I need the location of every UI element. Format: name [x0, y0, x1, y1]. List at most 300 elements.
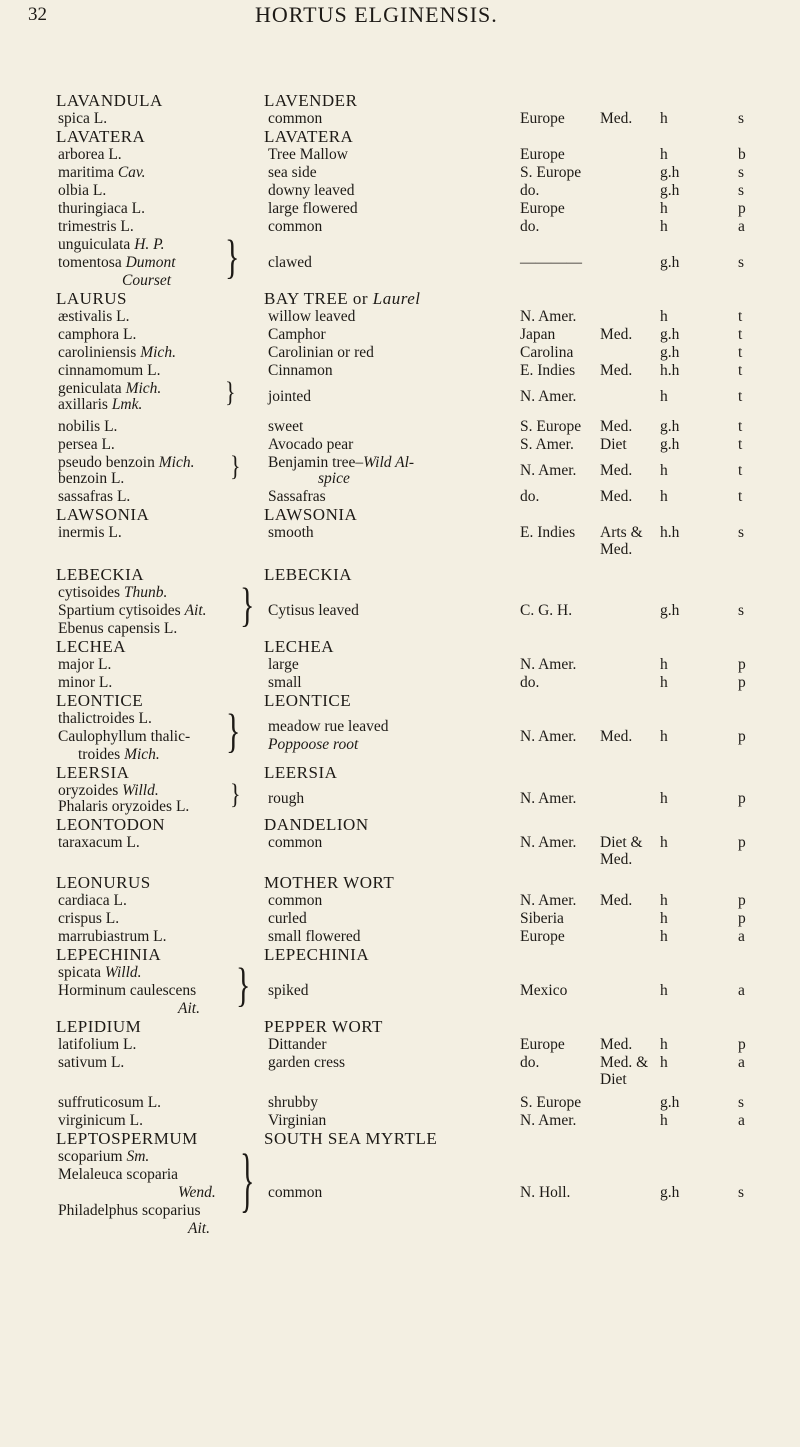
- name-text: camphora L.: [58, 326, 137, 343]
- botanical-name: [58, 308, 129, 325]
- native-country: Europe: [520, 110, 565, 127]
- authority-text: Courset: [122, 272, 172, 289]
- running-title: HORTUS ELGINENSIS.: [255, 2, 498, 27]
- native-country: N. Amer.: [520, 1112, 577, 1129]
- genus-name: [56, 764, 129, 781]
- duration-code: t: [738, 344, 743, 361]
- duration-code: s: [738, 602, 745, 619]
- botanical-name: [58, 910, 119, 927]
- english-text: MOTHER WORT: [264, 873, 395, 892]
- english-genus-name: [264, 946, 369, 963]
- name-text: minor L.: [58, 674, 113, 691]
- genus-name: [56, 128, 145, 145]
- name-text: virginicum L.: [58, 1112, 143, 1129]
- habitat-code: h.h: [660, 362, 680, 379]
- native-country: S. Europe: [520, 418, 582, 435]
- habitat-code: h: [660, 910, 668, 927]
- botanical-name: [58, 146, 122, 163]
- name-text: cinnamomum L.: [58, 362, 161, 379]
- name-text: benzoin L.: [58, 470, 125, 487]
- genus-name: [56, 1130, 198, 1147]
- english-genus-name: [264, 566, 352, 583]
- duration-code: t: [738, 488, 743, 505]
- use: Diet: [600, 1071, 627, 1088]
- duration-code: s: [738, 110, 745, 127]
- english-genus-name: [264, 692, 351, 709]
- name-text: LAVANDULA: [56, 91, 163, 110]
- botanical-name: [178, 1000, 200, 1017]
- botanical-name: [58, 396, 142, 413]
- use: Med.: [600, 418, 633, 435]
- native-country: N. Amer.: [520, 728, 577, 745]
- habitat-code: h: [660, 308, 668, 325]
- botanical-name: [58, 326, 136, 343]
- name-text: LEPECHINIA: [56, 945, 162, 964]
- english-text: Benjamin tree–: [268, 454, 364, 471]
- genus-name: [56, 692, 143, 709]
- english-name: [268, 110, 322, 127]
- native-country: Europe: [520, 200, 565, 217]
- habitat-code: g.h: [660, 1184, 680, 1201]
- native-country: S. Europe: [520, 1094, 582, 1111]
- botanical-name: [58, 892, 127, 909]
- name-text: oryzoides: [58, 782, 123, 799]
- english-text: jointed: [268, 388, 312, 405]
- name-text: geniculata: [58, 380, 126, 397]
- english-text: sea side: [268, 164, 317, 181]
- english-text: curled: [268, 910, 307, 927]
- duration-code: t: [738, 388, 743, 405]
- name-text: troides: [78, 746, 125, 763]
- use: Diet &: [600, 834, 643, 851]
- botanical-name: [58, 964, 142, 981]
- name-text: trimestris L.: [58, 218, 134, 235]
- duration-code: s: [738, 1094, 745, 1111]
- name-text: LEONTICE: [56, 691, 144, 710]
- botanical-name: [58, 436, 115, 453]
- botanical-name: [58, 1202, 201, 1219]
- english-italic-text: Wild Al-: [363, 454, 415, 471]
- english-text: Camphor: [268, 326, 326, 343]
- english-text: PEPPER WORT: [264, 1017, 383, 1036]
- native-country: N. Holl.: [520, 1184, 571, 1201]
- english-name: [268, 488, 326, 505]
- native-country: N. Amer.: [520, 892, 577, 909]
- habitat-code: h: [660, 790, 668, 807]
- authority-text: Willd.: [104, 964, 142, 981]
- english-name: [268, 418, 303, 435]
- genus-name: [56, 290, 127, 307]
- habitat-code: h: [660, 834, 668, 851]
- name-text: LECHEA: [56, 637, 127, 656]
- native-country: N. Amer.: [520, 462, 577, 479]
- name-text: Philadelphus scoparius: [58, 1202, 201, 1219]
- authority-text: H. P.: [134, 236, 165, 253]
- authority-text: Mich.: [158, 454, 195, 471]
- genus-name: [56, 1018, 141, 1035]
- english-text: LAVENDER: [264, 91, 358, 110]
- duration-code: s: [738, 164, 745, 181]
- english-name: [268, 910, 307, 927]
- name-text: axillaris: [58, 396, 112, 413]
- use: Med.: [600, 728, 633, 745]
- use: Med.: [600, 362, 633, 379]
- habitat-code: h: [660, 388, 668, 405]
- english-name: [268, 928, 361, 945]
- english-text: LAVATERA: [264, 127, 354, 146]
- use: Med. &: [600, 1054, 649, 1071]
- english-name: [268, 1036, 327, 1053]
- duration-code: a: [738, 1112, 745, 1129]
- botanical-name: [58, 656, 111, 673]
- authority-text: Thunb.: [123, 584, 168, 601]
- botanical-name: [58, 1112, 143, 1129]
- botanical-name: [58, 982, 196, 999]
- name-text: spicata: [58, 964, 105, 981]
- botanical-name: [58, 602, 207, 619]
- duration-code: p: [738, 200, 746, 217]
- english-genus-name: [264, 638, 334, 655]
- english-italic-text: Laurel: [372, 289, 421, 308]
- english-italic-text: Poppoose root: [268, 736, 359, 753]
- synonym-brace: }: [226, 704, 241, 758]
- english-name: [268, 892, 322, 909]
- botanical-name: [178, 1184, 216, 1201]
- authority-text: Ait.: [184, 602, 207, 619]
- duration-code: s: [738, 524, 745, 541]
- use: Med.: [600, 462, 633, 479]
- english-genus-name: [264, 816, 369, 833]
- english-text: common: [268, 1184, 323, 1201]
- native-country: E. Indies: [520, 362, 576, 379]
- duration-code: p: [738, 834, 746, 851]
- english-name: [268, 326, 326, 343]
- name-text: unguiculata: [58, 236, 135, 253]
- native-country: Siberia: [520, 910, 564, 927]
- botanical-name: [58, 620, 177, 637]
- english-text: shrubby: [268, 1094, 318, 1111]
- botanical-name: [58, 164, 146, 181]
- english-name: [268, 1054, 345, 1071]
- authority-text: Sm.: [126, 1148, 150, 1165]
- name-text: arborea L.: [58, 146, 122, 163]
- name-text: LEONURUS: [56, 873, 151, 892]
- name-text: thalictroides L.: [58, 710, 152, 727]
- use: Med.: [600, 892, 633, 909]
- english-name: [268, 388, 311, 405]
- english-genus-name: [264, 764, 337, 781]
- name-text: Phalaris oryzoides L.: [58, 798, 190, 815]
- duration-code: p: [738, 892, 746, 909]
- botanical-name: [58, 362, 160, 379]
- habitat-code: h: [660, 982, 668, 999]
- english-text: meadow rue leaved: [268, 718, 389, 735]
- synonym-brace: }: [225, 375, 236, 408]
- english-genus-name: [264, 506, 357, 523]
- english-genus-name: [264, 1018, 383, 1035]
- native-country: E. Indies: [520, 524, 576, 541]
- name-text: Caulophyllum thalic-: [58, 728, 191, 745]
- english-text: LEBECKIA: [264, 565, 353, 584]
- habitat-code: h: [660, 892, 668, 909]
- english-text: BAY TREE or: [264, 289, 373, 308]
- name-text: LEERSIA: [56, 763, 130, 782]
- duration-code: a: [738, 218, 745, 235]
- genus-name: [56, 638, 126, 655]
- botanical-name: [58, 928, 166, 945]
- name-text: inermis L.: [58, 524, 122, 541]
- botanical-name: [122, 272, 171, 289]
- botanical-name: [58, 834, 140, 851]
- habitat-code: g.h: [660, 182, 680, 199]
- duration-code: a: [738, 928, 745, 945]
- english-genus-name: [264, 1130, 437, 1147]
- authority-text: Lmk.: [111, 396, 143, 413]
- use: Arts &: [600, 524, 643, 541]
- english-text: LEPECHINIA: [264, 945, 370, 964]
- duration-code: t: [738, 418, 743, 435]
- duration-code: t: [738, 462, 743, 479]
- duration-code: p: [738, 1036, 746, 1053]
- english-text: small: [268, 674, 302, 691]
- english-text: common: [268, 110, 323, 127]
- botanical-name: [58, 782, 159, 799]
- name-text: major L.: [58, 656, 112, 673]
- habitat-code: g.h: [660, 164, 680, 181]
- english-name: [268, 436, 353, 453]
- english-name: [268, 344, 374, 361]
- english-text: Virginian: [268, 1112, 327, 1129]
- english-text: Carolinian or red: [268, 344, 374, 361]
- english-name: [268, 1112, 326, 1129]
- botanical-name: [58, 728, 190, 745]
- use: Med.: [600, 110, 633, 127]
- english-name: [268, 834, 322, 851]
- habitat-code: h: [660, 674, 668, 691]
- native-country: Europe: [520, 1036, 565, 1053]
- name-text: LAWSONIA: [56, 505, 150, 524]
- habitat-code: h: [660, 110, 668, 127]
- habitat-code: h: [660, 728, 668, 745]
- name-text: Melaleuca scoparia: [58, 1166, 179, 1183]
- genus-name: [56, 816, 165, 833]
- name-text: spica L.: [58, 110, 108, 127]
- botanical-name: [58, 488, 130, 505]
- habitat-code: g.h: [660, 602, 680, 619]
- name-text: cytisoides: [58, 584, 124, 601]
- use: Diet: [600, 436, 627, 453]
- native-country: S. Amer.: [520, 436, 574, 453]
- synonym-brace: }: [230, 777, 241, 810]
- english-text: rough: [268, 790, 305, 807]
- english-name: [268, 308, 355, 325]
- english-name: [268, 982, 308, 999]
- english-text: common: [268, 892, 323, 909]
- habitat-code: g.h: [660, 1094, 680, 1111]
- authority-text: Mich.: [140, 344, 176, 361]
- english-genus-name: [264, 874, 394, 891]
- name-text: crispus L.: [58, 910, 120, 927]
- native-country: Europe: [520, 928, 565, 945]
- botanical-name: [78, 746, 160, 763]
- botanical-name: [58, 254, 176, 271]
- name-text: caroliniensis: [58, 344, 141, 361]
- english-name: [268, 524, 314, 541]
- english-text: clawed: [268, 254, 312, 271]
- english-name: [268, 254, 312, 271]
- english-name: [268, 674, 302, 691]
- authority-text: Dumont: [125, 254, 176, 271]
- duration-code: t: [738, 362, 743, 379]
- page-number: 32: [28, 4, 47, 25]
- english-text: common: [268, 834, 323, 851]
- native-country: S. Europe: [520, 164, 582, 181]
- botanical-name: [58, 418, 117, 435]
- native-country: do.: [520, 674, 540, 691]
- botanical-name: [58, 1148, 149, 1165]
- native-country: Japan: [520, 326, 556, 343]
- english-text: LEONTICE: [264, 691, 352, 710]
- english-text: LECHEA: [264, 637, 335, 656]
- native-country: N. Amer.: [520, 308, 577, 325]
- habitat-code: h: [660, 462, 668, 479]
- native-country: Carolina: [520, 344, 574, 361]
- english-name: [268, 218, 322, 235]
- synonym-brace: }: [236, 958, 251, 1012]
- name-text: LEONTODON: [56, 815, 166, 834]
- authority-text: Wend.: [178, 1184, 216, 1201]
- native-country: ————: [520, 254, 582, 271]
- english-name: [268, 146, 348, 163]
- english-genus-name: [264, 290, 421, 307]
- name-text: LEPTOSPERMUM: [56, 1129, 198, 1148]
- botanical-name: [58, 710, 152, 727]
- native-country: N. Amer.: [520, 834, 577, 851]
- botanical-name: [58, 1036, 136, 1053]
- habitat-code: h: [660, 928, 668, 945]
- use: Med.: [600, 541, 633, 558]
- duration-code: a: [738, 1054, 745, 1071]
- botanical-name: [58, 674, 112, 691]
- english-name: [268, 718, 389, 735]
- english-text: DANDELION: [264, 815, 369, 834]
- name-text: Horminum caulescens: [58, 982, 197, 999]
- botanical-name: [58, 200, 145, 217]
- english-text: Sassafras: [268, 488, 326, 505]
- english-text: LAWSONIA: [264, 505, 358, 524]
- habitat-code: g.h: [660, 436, 680, 453]
- habitat-code: h: [660, 1036, 668, 1053]
- name-text: LAVATERA: [56, 127, 146, 146]
- english-text: Cinnamon: [268, 362, 333, 379]
- english-italic-text: spice: [318, 470, 350, 487]
- duration-code: a: [738, 982, 745, 999]
- native-country: N. Amer.: [520, 656, 577, 673]
- botanical-name: [58, 236, 164, 253]
- authority-text: Mich.: [124, 746, 160, 763]
- habitat-code: g.h: [660, 418, 680, 435]
- name-text: latifolium L.: [58, 1036, 137, 1053]
- botanical-name: [58, 798, 189, 815]
- habitat-code: g.h: [660, 326, 680, 343]
- duration-code: p: [738, 728, 746, 745]
- synonym-brace: }: [240, 578, 255, 632]
- synonym-brace: }: [230, 449, 241, 482]
- botanical-name: [58, 110, 107, 127]
- use: Med.: [600, 326, 633, 343]
- english-text: smooth: [268, 524, 314, 541]
- english-text: spiked: [268, 982, 309, 999]
- english-text: sweet: [268, 418, 304, 435]
- english-text: small flowered: [268, 928, 361, 945]
- habitat-code: h: [660, 488, 668, 505]
- habitat-code: h: [660, 656, 668, 673]
- botanical-name: [58, 1094, 161, 1111]
- botanical-name: [58, 454, 194, 471]
- english-genus-name: [264, 128, 353, 145]
- habitat-code: h: [660, 218, 668, 235]
- authority-text: Willd.: [122, 782, 159, 799]
- name-text: suffruticosum L.: [58, 1094, 162, 1111]
- habitat-code: h: [660, 1054, 668, 1071]
- habitat-code: h.h: [660, 524, 680, 541]
- authority-text: Ait.: [178, 1000, 200, 1017]
- name-text: thuringiaca L.: [58, 200, 145, 217]
- duration-code: p: [738, 656, 746, 673]
- duration-code: t: [738, 308, 743, 325]
- use: Med.: [600, 1036, 633, 1053]
- name-text: olbia L.: [58, 182, 107, 199]
- botanical-name: [58, 344, 176, 361]
- duration-code: p: [738, 790, 746, 807]
- native-country: do.: [520, 1054, 540, 1071]
- genus-name: [56, 566, 144, 583]
- habitat-code: g.h: [660, 254, 680, 271]
- native-country: Europe: [520, 146, 565, 163]
- habitat-code: h: [660, 146, 668, 163]
- english-name: [268, 736, 358, 753]
- duration-code: p: [738, 910, 746, 927]
- genus-name: [56, 92, 163, 109]
- english-text: garden cress: [268, 1054, 346, 1071]
- duration-code: s: [738, 1184, 745, 1201]
- name-text: tomentosa: [58, 254, 126, 271]
- use: Med.: [600, 488, 633, 505]
- synonym-brace: }: [225, 230, 240, 284]
- english-name: [318, 470, 350, 487]
- habitat-code: g.h: [660, 344, 680, 361]
- english-text: large flowered: [268, 200, 358, 217]
- botanical-name: [58, 182, 106, 199]
- duration-code: t: [738, 436, 743, 453]
- english-name: [268, 790, 304, 807]
- name-text: LEBECKIA: [56, 565, 145, 584]
- name-text: scoparium: [58, 1148, 127, 1165]
- native-country: C. G. H.: [520, 602, 573, 619]
- name-text: æstivalis L.: [58, 308, 130, 325]
- name-text: cardiaca L.: [58, 892, 127, 909]
- english-genus-name: [264, 92, 357, 109]
- english-text: large: [268, 656, 299, 673]
- native-country: do.: [520, 218, 540, 235]
- name-text: persea L.: [58, 436, 115, 453]
- native-country: do.: [520, 182, 540, 199]
- name-text: nobilis L.: [58, 418, 118, 435]
- name-text: LEPIDIUM: [56, 1017, 142, 1036]
- botanical-name: [58, 1166, 178, 1183]
- english-name: [268, 164, 317, 181]
- duration-code: s: [738, 254, 745, 271]
